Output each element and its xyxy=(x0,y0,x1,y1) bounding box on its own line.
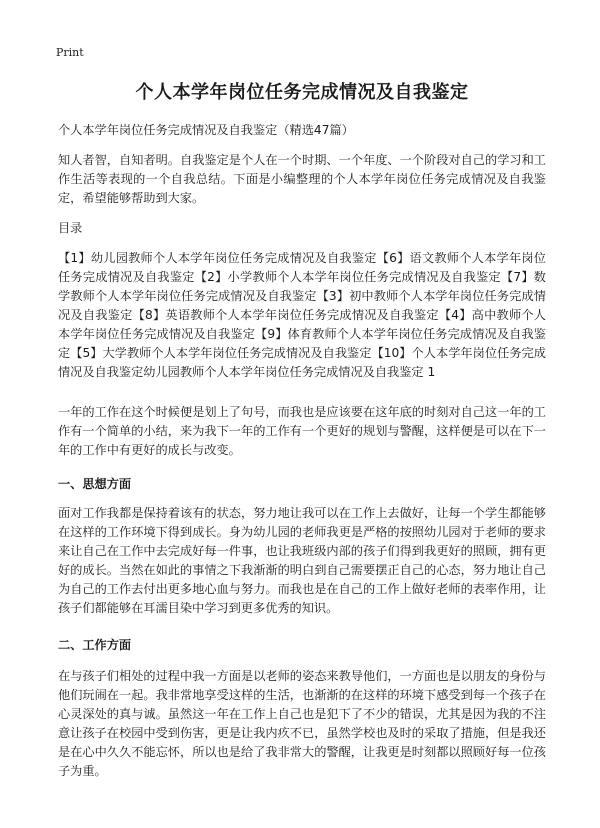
page-title: 个人本学年岗位任务完成情况及自我鉴定 xyxy=(135,82,469,103)
document-subtitle: 个人本学年岗位任务完成情况及自我鉴定（精选47篇） xyxy=(58,123,354,137)
table-of-contents: 【1】幼儿园教师个人本学年岗位任务完成情况及自我鉴定【6】语文教师个人本学年岗位任务完成情况及自我鉴定【2】小学教师个人本学年岗位任务完成情况及自我鉴定【7】数学教师个人本学年岗位任务完成情况及自我鉴定【3】初中教师个人本学年岗位任务完成情况及自我鉴定【8】英语教师个人本学年岗位任务完成情况及自我鉴定【4】高中教师个人本学年岗位任务完成情况及自我鉴定【9】体育教师个人本学年岗位任务完成情况及自我鉴定【5】大学教师个人本学年岗位任务完成情况及自我鉴定【10】个人本学年岗位任务完成情况及自我鉴定幼儿园教师个人本学年岗位任务完成情况及自我鉴定 1 xyxy=(58,251,546,379)
section-heading-thought: 一、思想方面 xyxy=(58,477,132,491)
section-heading-work: 二、工作方面 xyxy=(58,638,132,652)
intro-paragraph: 知人者智，自知者明。自我鉴定是个人在一个时期、一个年度、一个阶段对自己的学习和工作生活等表现的一个自我总结。下面是小编整理的个人本学年岗位任务完成情况及自我鉴定，希望能够帮助到大家。 xyxy=(58,153,546,205)
body-paragraph-3: 在与孩子们相处的过程中我一方面是以老师的姿态来教导他们，一方面也是以朋友的身份与他们玩闹在一起。我非常地享受这样的生活，也渐渐的在这样的环境下感受到每一个孩子在心灵深处的真与诚。虽然这一年在工作上自己也是犯下了不少的错误，尤其是因为我的不注意让孩子在校园中受到伤害，更是让我内疚不已，虽然学校也及时的采取了措施，但是我还是在心中久久不能忘怀，所以也是给了我非常大的警醒，让我更是时刻都以照顾好每一位孩子为重。 xyxy=(58,669,546,778)
body-paragraph-1: 一年的工作在这个时候便是划上了句号，而我也是应该要在这年底的时刻对自己这一年的工作有一个简单的小结，来为我下一年的工作有一个更好的规划与警醒，这样便是可以在下一年的工作中有更好的成长与改变。 xyxy=(58,405,546,457)
body-paragraph-2: 面对工作我都是保持着该有的状态，努力地让我可以在工作上去做好，让每一个学生都能够在这样的工作环境下得到成长。身为幼儿园的老师我更是严格的按照幼儿园对于老师的要求来让自己在工作中去完成好每一件事，也让我班级内部的孩子们得到我更好的照顾，拥有更好的成长。当然在如此的事情之下我渐渐的明白到自己需要摆正自己的心态，努力地让自己为自己的工作去付出更多地心血与努力。而我也是在自己的工作上做好老师的表率作用，让孩子们都能够在耳濡目染中学习到更多优秀的知识。 xyxy=(58,506,546,615)
toc-heading: 目录 xyxy=(58,221,83,235)
print-link[interactable]: Print xyxy=(56,46,84,59)
